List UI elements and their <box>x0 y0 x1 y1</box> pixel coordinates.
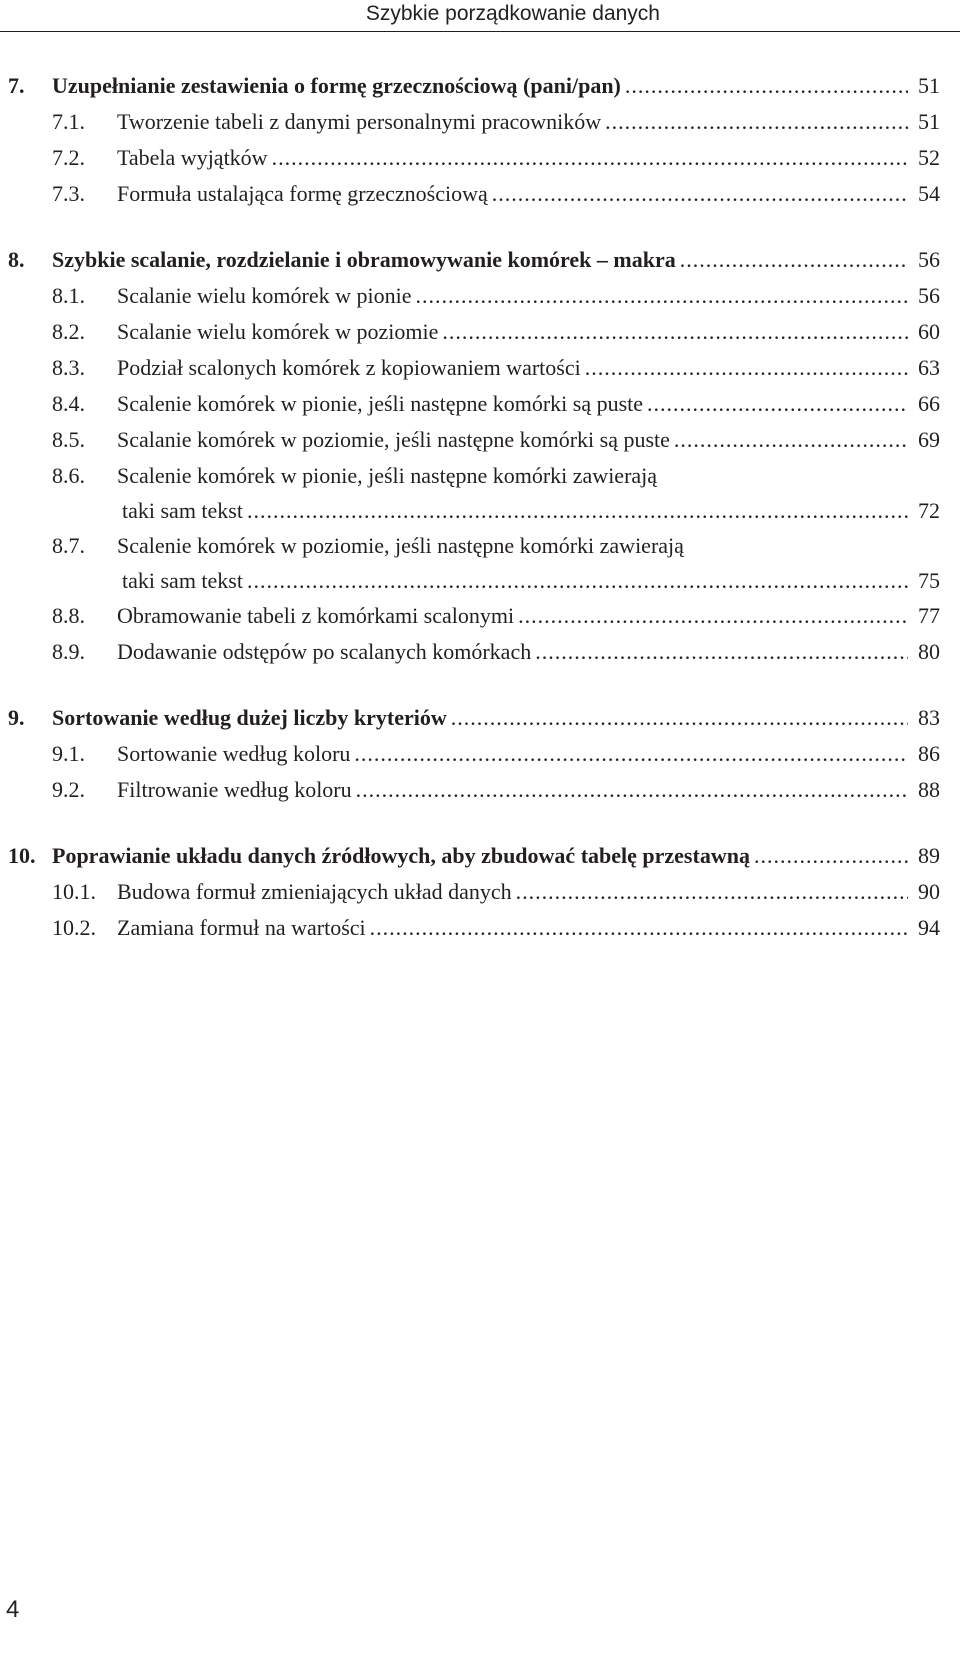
section-number: 8.9. <box>52 639 85 664</box>
section-number: 7.3. <box>52 181 85 206</box>
page-ref: 69 <box>918 427 940 452</box>
chapter-number: 9. <box>8 705 25 730</box>
dot-leader <box>451 700 908 736</box>
page-ref: 72 <box>918 498 940 523</box>
page-ref: 56 <box>918 247 940 272</box>
dot-leader <box>492 176 908 212</box>
dot-leader <box>247 564 908 598</box>
dot-leader <box>585 350 908 386</box>
section-title: Budowa formuł zmieniających układ danych <box>117 879 512 904</box>
section-title: Dodawanie odstępów po scalanych komórkach <box>117 639 532 664</box>
section-number: 9.1. <box>52 741 85 766</box>
section-title: Scalanie wielu komórek w poziomie <box>117 319 439 344</box>
page-ref: 54 <box>918 181 940 206</box>
toc-section-entry[interactable] <box>0 386 960 422</box>
toc-chapter-10 <box>0 838 960 946</box>
toc-chapter-entry[interactable] <box>0 700 960 736</box>
section-title: Tworzenie tabeli z danymi personalnymi pracowników <box>117 109 602 134</box>
toc-chapter-entry[interactable] <box>0 242 960 278</box>
chapter-number: 7. <box>8 73 25 98</box>
toc-section-entry[interactable] <box>0 314 960 350</box>
dot-leader <box>247 494 908 528</box>
dot-leader <box>535 634 908 670</box>
dot-leader <box>518 598 908 634</box>
section-title: Tabela wyjątków <box>117 145 268 170</box>
toc-section-entry[interactable] <box>0 278 960 314</box>
toc-section-entry[interactable] <box>0 772 960 808</box>
toc-section-entry[interactable] <box>0 874 960 910</box>
section-number: 8.6. <box>52 463 85 488</box>
dot-leader <box>647 386 908 422</box>
page-ref: 83 <box>918 705 940 730</box>
table-of-contents <box>0 68 960 976</box>
section-title: Formuła ustalająca formę grzecznościową <box>117 181 488 206</box>
page-ref: 80 <box>918 639 940 664</box>
toc-section-entry[interactable] <box>0 104 960 140</box>
section-title: Obramowanie tabeli z komórkami scalonymi <box>117 603 515 628</box>
section-number: 10.1. <box>52 879 96 904</box>
page-ref: 88 <box>918 777 940 802</box>
toc-section-entry[interactable] <box>0 458 960 494</box>
page-ref: 86 <box>918 741 940 766</box>
section-number: 7.2. <box>52 145 85 170</box>
section-title: Sortowanie według koloru <box>117 741 351 766</box>
page-ref: 94 <box>918 915 940 940</box>
dot-leader <box>516 874 908 910</box>
toc-section-entry[interactable] <box>0 736 960 772</box>
dot-leader <box>442 314 908 350</box>
toc-section-entry[interactable] <box>0 598 960 634</box>
chapter-number: 8. <box>8 247 25 272</box>
chapter-number: 10. <box>8 843 36 868</box>
dot-leader <box>625 68 908 104</box>
toc-chapter-7 <box>0 68 960 212</box>
dot-leader <box>272 140 908 176</box>
page-ref: 90 <box>918 879 940 904</box>
toc-chapter-8 <box>0 242 960 670</box>
toc-section-entry[interactable] <box>0 422 960 458</box>
section-number: 10.2. <box>52 915 96 940</box>
toc-chapter-9 <box>0 700 960 808</box>
dot-leader <box>754 838 908 874</box>
dot-leader <box>370 910 908 946</box>
page-ref: 56 <box>918 283 940 308</box>
section-title-continuation: taki sam tekst <box>122 568 243 593</box>
toc-chapter-entry[interactable] <box>0 68 960 104</box>
section-title: Scalanie wielu komórek w pionie <box>117 283 412 308</box>
toc-section-entry[interactable] <box>0 176 960 212</box>
chapter-title: Szybkie scalanie, rozdzielanie i obramowywanie komórek – makra <box>52 247 676 272</box>
dot-leader <box>354 736 908 772</box>
toc-section-entry[interactable] <box>0 528 960 564</box>
dot-leader <box>674 422 908 458</box>
section-title: Podział scalonych komórek z kopiowaniem wartości <box>117 355 581 380</box>
page-ref: 52 <box>918 145 940 170</box>
section-title: Scalenie komórek w pionie, jeśli następne komórki zawierają <box>117 463 658 488</box>
section-number: 7.1. <box>52 109 85 134</box>
page-ref: 75 <box>918 568 940 593</box>
page-ref: 89 <box>918 843 940 868</box>
toc-section-entry[interactable] <box>0 634 960 670</box>
section-number: 8.3. <box>52 355 85 380</box>
running-header-title: Szybkie porządkowanie danych <box>365 2 660 25</box>
page-number: 4 <box>6 1596 20 1623</box>
dot-leader <box>356 772 908 808</box>
chapter-title: Sortowanie według dużej liczby kryteriów <box>52 705 447 730</box>
section-title: Zamiana formuł na wartości <box>117 915 366 940</box>
dot-leader <box>605 104 908 140</box>
page-ref: 66 <box>918 391 940 416</box>
page-ref: 63 <box>918 355 940 380</box>
section-title: Scalenie komórek w pionie, jeśli następne komórki są puste <box>117 391 644 416</box>
page-ref: 60 <box>918 319 940 344</box>
dot-leader <box>415 278 908 314</box>
section-number: 8.2. <box>52 319 85 344</box>
section-number: 9.2. <box>52 777 85 802</box>
dot-leader <box>680 242 908 278</box>
page-ref: 77 <box>918 603 940 628</box>
section-number: 8.1. <box>52 283 85 308</box>
running-header <box>0 0 960 32</box>
section-title: Filtrowanie według koloru <box>117 777 352 802</box>
toc-chapter-entry[interactable] <box>0 838 960 874</box>
toc-section-continuation[interactable] <box>0 494 960 528</box>
page-ref: 51 <box>918 109 940 134</box>
toc-section-entry[interactable] <box>0 350 960 386</box>
section-title: Scalanie komórek w poziomie, jeśli następne komórki są puste <box>117 427 670 452</box>
chapter-title: Poprawianie układu danych źródłowych, aby zbudować tabelę przestawną <box>52 843 750 868</box>
toc-section-entry[interactable] <box>0 140 960 176</box>
section-number: 8.7. <box>52 533 85 558</box>
section-number: 8.4. <box>52 391 85 416</box>
page-ref: 51 <box>918 73 940 98</box>
toc-section-entry[interactable] <box>0 910 960 946</box>
section-number: 8.8. <box>52 603 85 628</box>
chapter-title: Uzupełnianie zestawienia o formę grzecznościową (pani/pan) <box>52 73 621 98</box>
toc-section-continuation[interactable] <box>0 564 960 598</box>
section-title: Scalenie komórek w poziomie, jeśli następne komórki zawierają <box>117 533 684 558</box>
section-number: 8.5. <box>52 427 85 452</box>
section-title-continuation: taki sam tekst <box>122 498 243 523</box>
